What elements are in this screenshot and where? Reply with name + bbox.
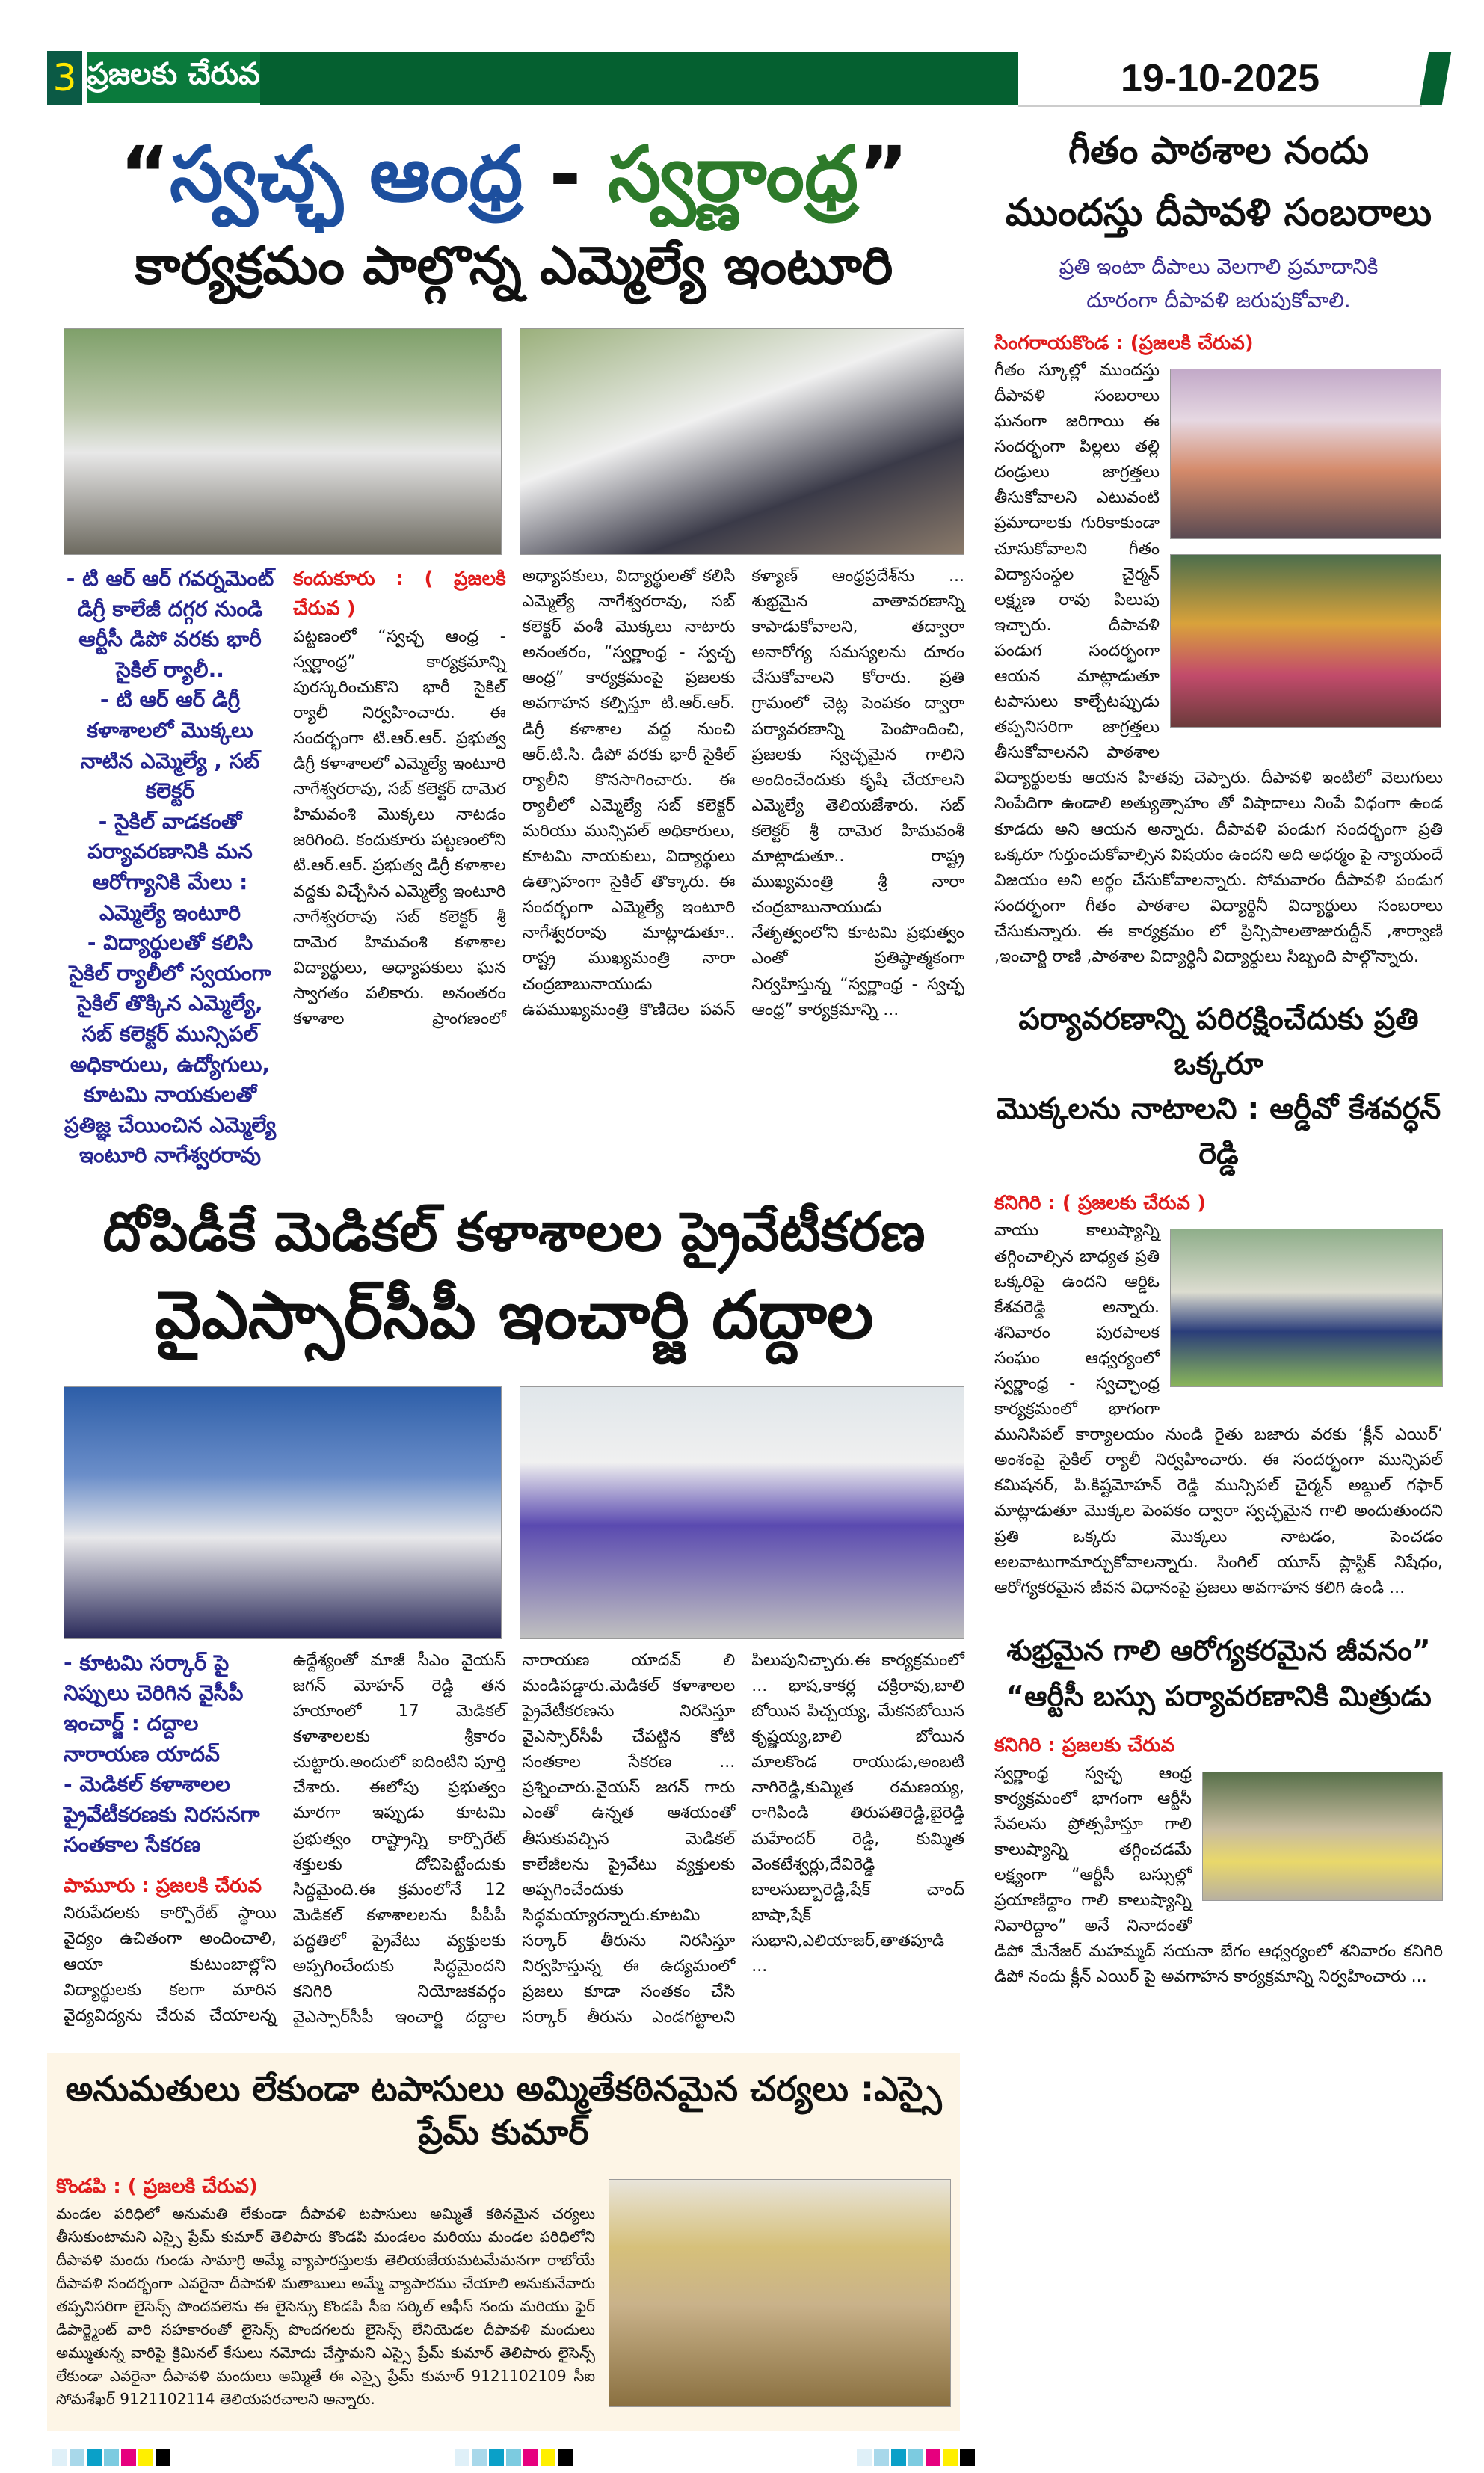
photo-students-teachers (1170, 554, 1441, 728)
page-number: 3 (47, 51, 82, 105)
story1-highlights (64, 564, 277, 1171)
left-section (56, 127, 964, 2431)
story-text: పట్టణంలో “స్వచ్ఛ ఆంధ్ర - స్వర్ణాంధ్ర” కార్యక్రమాన్ని పురస్కరించుకొని భారీ సైకిల్ ర్యాలీ నిర్వహించారు. ఈ సందర్భంగా టి.ఆర్.ఆర్. ప్రభుత్వ డిగ్రీ కళాశాలలో ఎమ్మెల్యే ఇంటూరి నాగేశ్వరరావు, సబ్ కలెక్టర్ దామెర హిమవంశి మొక్కలు నాటడం జరిగింది. కందుకూరు పట్టణంలోని టి.ఆర్.ఆర్. ప్రభుత్వ డిగ్రీ కళాశాల వద్దకు విచ్చేసిన ఎమ్మెల్యే ఇంటూరి నాగేశ్వరరావు సబ్ కలెక్టర్ శ్రీ దామెర హిమవంశి కళాశాల విద్యార్థులు, అధ్యాపకులు ఘన స్వాగతం పలికారు. అనంతరం కళాశాల ప్రాంగణంలో అధ్యాపకులు, విద్యార్థులతో కలిసి ఎమ్మెల్యే నాగేశ్వరరావు, సబ్ కలెక్టర్ వంశీ మొక్కలు నాటారు అనంతరం, “స్వర్ణాంధ్ర - స్వచ్ఛ ఆంధ్ర” కార్యక్రమంపై ప్రజలకు అవగాహన కల్పిస్తూ టి.ఆర్.ఆర్. డిగ్రీ కళాశాల వద్ద నుంచి ఆర్.టి.సి. డిపో వరకు భారీ సైకిల్ ర్యాలీని కొనసాగించారు. ఈ ర్యాలీలో ఎమ్మెల్యే సబ్ కలెక్టర్ మరియు మున్సిపల్ అధికారులు, కూటమి నాయకులు, విద్యార్థులు ఉత్సాహంగా సైకిల్ తొక్కారు. ఈ సందర్భంగా ఎమ్మెల్యే ఇంటూరి నాగేశ్వరరావు మాట్లాడుతూ.. రాష్ట్ర ముఖ్యమంత్రి నారా చంద్రబాబునాయుడు ఉపముఖ్యమంత్రి కొణిదెల పవన్ కళ్యాణ్ ఆంధ్రప్రదేశ్‌ను ... శుభ్రమైన వాతావరణాన్ని కాపాడుకోవాలని, తద్వారా అనారోగ్య సమస్యలను దూరం చేసుకోవాలని కోరారు. ప్రతి గ్రామంలో చెట్ల పెంపకం ద్వారా పర్యావరణాన్ని పెంపొందించి, ప్రజలకు స్వచ్ఛమైన గాలిని అందించేందుకు కృషి చేయాలని ఎమ్మెల్యే తెలియజేశారు. సబ్ కలెక్టర్ శ్రీ దామెర హిమవంశీ మాట్లాడుతూ.. రాష్ట్ర ముఖ్యమంత్రి శ్రీ నారా చంద్రబాబునాయుడు నేతృత్వంలోని కూటమి ప్రభుత్వం ఎంతో ప్రతిష్ఠాత్మకంగా నిర్వహిస్తున్న “స్వర్ణాంధ్ర - స్వచ్ఛ ఆంధ్ర” కార్యక్రమాన్ని ... (293, 567, 964, 1028)
photo-ysrcp-signature-drive (64, 1386, 502, 1639)
dateline: కనిగిరి : ప్రజలకు చేరువ (994, 1734, 1175, 1757)
main-subheadline: కార్యక్రమం పాల్గొన్న ఎమ్మెల్యే ఇంటూరి (135, 234, 893, 296)
color-bar (943, 2449, 958, 2466)
issue-date: 19-10-2025 (1018, 52, 1422, 107)
story-text: మండల పరిధిలో అనుమతి లేకుండా దీపావళి టపాసులు అమ్మితే కఠినమైన చర్యలు తీసుకుంటామని ఎస్సై ప్రేమ్ కుమార్ తెలిపారు కొండపి మండలం మరియు మండల పరిధిలోని దీపావళి మందు గుండు సామాగ్రి అమ్మే వ్యాపారస్తులకు తెలియజేయమటమేమనగా రాబోయే దీపావళి సందర్భంగా ఎవరైనా దీపావళి మతాబులు అమ్మే వ్యాపారము చేయాలి అనుకునేవారు తప్పనిసరిగా లైసెన్స్ పొందవలెను ఈ లైసెన్సు కొండపి సీఐ సర్కిల్ ఆఫీస్ నందు మరియు ఫైర్ డిపార్ట్మెంట్ వారి సహకారంతో లైసెన్స్ పొందగలరు లైసెన్స్ లేనియెడల దీపావళి మందులు అమ్ముతున్న వారిపై క్రిమినల్ కేసులు నమోదు చేస్తామని ఎస్సై ప్రేమ్ కుమార్ తెలిపారు లైసెన్స్ లేకుండా ఎవరైనా దీపావళి మందులు అమ్మితే ఈ ఎస్సై ప్రేమ్ కుమార్ 9121102109 సీఐ సోమశేఖర్ 9121102114 తెలియపరచాలని అన్నారు. (56, 2204, 595, 2408)
rtc-headline (994, 1628, 1443, 1719)
medical-headline: దోపిడీకే మెడికల్ కళాశాలల ప్రైవేటీకరణ (102, 1199, 926, 1263)
color-bar (891, 2449, 906, 2466)
headline-part-swarna: స్వర్ణాంధ్ర (607, 130, 859, 219)
dateline: కందుకూరు : ( ప్రజలకి చేరువ ) (293, 568, 506, 621)
right-section (994, 127, 1443, 1991)
headline-line: గీతం పాఠశాల నందు (1068, 129, 1369, 172)
photo-cycle-rally (64, 328, 502, 555)
photo-mla-rally (520, 328, 964, 555)
color-bar (857, 2449, 872, 2466)
dateline: కనిగిరి : ( ప్రజలకు చేరువ ) (994, 1192, 1206, 1215)
story1-content (64, 564, 964, 1171)
color-bar (523, 2449, 538, 2466)
color-bar (104, 2449, 119, 2466)
photo-si-prem-kumar (609, 2179, 951, 2407)
color-bar (156, 2449, 170, 2466)
fireworks-headline: అనుమతులు లేకుండా టపాసులు అమ్మితేకఠినమైన చర్యలు :ఎస్సై ప్రేమ్ కుమార్ (65, 2068, 942, 2152)
color-bar (121, 2449, 136, 2466)
color-bar (70, 2449, 84, 2466)
highlight: - విద్యార్థులతో కలిసి సైకిల్ ర్యాలీలో స్వయంగా సైకిల్ తొక్కిన ఎమ్మెల్యే, సబ్ కలెక్టర్ మున్సిపల్ అధికారులు, ఉద్యోగులు, కూటమి నాయకులతో ప్రతిజ్ఞ చేయించిన ఎమ్మెల్యే ఇంటూరి నాగేశ్వరరావు (64, 930, 277, 1168)
headline-line: ముందస్తు దీపావళి సంబరాలు (1005, 190, 1432, 234)
color-bar (541, 2449, 555, 2466)
photo-signature-collection (520, 1386, 964, 1639)
highlight: - టి ఆర్ ఆర్ డిగ్రీ కళాశాలలో మొక్కలు నాటిన ఎమ్మెల్యే , సబ్ కలెక్టర్ (80, 687, 260, 804)
color-bar (52, 2449, 67, 2466)
headline-dash: - (523, 130, 608, 219)
rtc-photos (1202, 1772, 1443, 1916)
color-bar-group (455, 2449, 573, 2466)
color-bar (926, 2449, 940, 2466)
highlight: - మెడికల్ కళాశాలల ప్రైవేటీకరణకు నిరసనగా సంతకాల సేకరణ (64, 1772, 260, 1858)
color-bar (908, 2449, 923, 2466)
color-bar (455, 2449, 469, 2466)
medical-story (64, 1648, 964, 2030)
dateline: కొండపి : ( ప్రజలకి చేరువ) (56, 2175, 258, 2199)
color-bar (472, 2449, 487, 2466)
color-bar (874, 2449, 889, 2466)
subheadline-line: ప్రతి ఇంటా దీపాలు వెలగాలి ప్రమాదానికి (1059, 254, 1379, 279)
color-bar (960, 2449, 975, 2466)
header-stripe (1420, 52, 1451, 105)
header-band (260, 52, 1030, 105)
story1-photos (64, 328, 964, 555)
story1-body (293, 564, 964, 1171)
color-bar (87, 2449, 102, 2466)
geetham-headline (994, 127, 1443, 236)
fireworks-story-box (47, 2053, 960, 2431)
story-text: గీతం స్కూల్లో ముందస్తు దీపావళి సంబరాలు ఘనంగా జరిగాయి ఈ సందర్భంగా పిల్లలు తల్లి దండ్రులు జాగ్రత్తలు తీసుకోవాలని ఎటువంటి ప్రమాదాలకు గురికాకుండా చూసుకోవాలని గీతం విద్యాసంస్థల చైర్మన్ లక్ష్మణ రావు పిలుపు ఇచ్చారు. దీపావళి పండుగ సందర్భంగా ఆయన మాట్లాడుతూ టపాసులు కాల్చేటప్పుడు తప్పనిసరిగా జాగ్రత్తలు తీసుకోవాలనని పాఠశాల విద్యార్థులకు ఆయన హితవు చెప్పారు. దీపావళి ఇంటిలో వెలుగులు నింపేదిగా ఉండాలి అత్యుత్సాహం తో విషాదాలు నింపే విధంగా ఉండ కూడదు అని ఆయన అన్నారు. దీపావళి పండుగ సందర్భంగా ప్రతి ఒక్కరూ గుర్తుంచుకోవాల్సిన విషయం ఉందని అది అధర్మం పై న్యాయందే విజయం అని అర్థం చేసుకోవాలన్నారు. సోమవారం దీపావళి పండుగ సందర్భంగా గీతం పాఠశాల విద్యార్థినీ విద్యార్థులు సంబరాలు చేసుకున్నారు. ఈ కార్యక్రమం లో ప్రిన్సిపాలతాజురుద్దీన్ ,శార్వాణి ,ఇంచార్జి రాణి ,పాఠశాల విద్యార్థినీ విద్యార్థులు సిబ్బంది పాల్గొన్నారు. (994, 360, 1443, 967)
masthead (0, 0, 1484, 105)
quote-close: ” (858, 130, 909, 219)
color-bar-group (857, 2449, 975, 2466)
rdo-photos (1170, 1229, 1443, 1402)
photo-flag-off-rally (1170, 1229, 1443, 1387)
page-body (0, 105, 1484, 2431)
story5-photos (64, 1386, 964, 1639)
color-bar-group (52, 2449, 170, 2466)
rdo-headline (994, 997, 1443, 1176)
color-bar (138, 2449, 153, 2466)
photo-rtc-awareness (1202, 1772, 1443, 1901)
registration-marks (52, 2449, 1484, 2466)
geetham-story (994, 328, 1443, 971)
dateline: పామూరు : ప్రజలకి చేరువ (64, 1875, 262, 1898)
color-bar (506, 2449, 521, 2466)
headline-line: పర్యావరణాన్ని పరిరక్షించేదుకు ప్రతి ఒక్కరూ (1018, 1002, 1419, 1082)
newspaper-logo: ప్రజలకు చేరువ (87, 52, 260, 103)
main-headline (64, 127, 964, 223)
color-bar (489, 2449, 504, 2466)
headline-line: శుభ్రమైన గాలి ఆరోగ్యకరమైన జీవనం” (1006, 1633, 1431, 1667)
headline-line: “ఆర్టీసీ బస్సు పర్యావరణానికి మిత్రుడు (1006, 1679, 1432, 1712)
dateline: సింగరాయకొండ : (ప్రజలకి చేరువ) (994, 331, 1254, 354)
photo-diwali-celebration (1170, 369, 1441, 539)
headline-part-swachh: స్వచ్ఛ ఆంధ్ర (169, 130, 523, 219)
rdo-story (994, 1188, 1443, 1601)
rtc-story (994, 1730, 1443, 1990)
quote-open: “ (119, 130, 170, 219)
geetham-photos (1170, 369, 1443, 743)
story-text: నిరుపేదలకు కార్పొరేట్ స్థాయి వైద్యం ఉచితంగా అందించాలి, ఆయా కుటుంబాల్లోని విద్యార్థులకు కలగా మారిన వైద్యవిద్యను చేరువ చేయాలన్న ఉద్దేశ్యంతో మాజీ సీఎం వైయస్ జగన్ మోహన్ రెడ్డి తన హయాంలో 17 మెడికల్ కళాశాలలకు శ్రీకారం చుట్టారు.అందులో ఐదింటిని పూర్తి చేశారు. ఈలోపు ప్రభుత్వం మారగా ఇప్పుడు కూటమి ప్రభుత్వం రాష్ట్రాన్ని కార్పొరేట్ శక్తులకు దోచిపెట్టేందుకు సిద్ధమైంది.ఈ క్రమంలోనే 12 మెడికల్ కళాశాలలను పీపీపీ పద్ధతిలో ప్రైవేటు వ్యక్తులకు అప్పగించేందుకు సిద్ధమైందని కనిగిరి నియోజకవర్గం వైఎస్సార్‌సీపీ ఇంచార్జి దద్దాల నారాయణ యాదవ్ లి మండిపడ్డారు.మెడికల్ కళాశాలల ప్రైవేటీకరణను నిరసిస్తూ వైఎస్సార్‌సీపీ చేపట్టిన కోటి సంతకాల సేకరణ ... ప్రశ్నించారు.వైయస్ జగన్ గారు ఎంతో ఉన్నత ఆశయంతో తీసుకువచ్చిన మెడికల్ కాలేజీలను ప్రైవేటు వ్యక్తులకు అప్పగించేందుకు సిద్ధమయ్యారన్నారు.కూటమి సర్కార్ తీరును నిరసిస్తూ నిర్వహిస్తున్న ఈ ఉద్యమంలో ప్రజలు కూడా సంతకం చేసి సర్కార్ తీరును ఎండగట్టాలని పిలుపునిచ్చారు.ఈ కార్యక్రమంలో ... భాష,కాకర్ల చక్రిరావు,బాలి బోయిన పిచ్చయ్య, మేకనబోయిన కృష్ణయ్య,బాలి బోయిన మాలకొండ రాయుడు,అంబటి నాగిరెడ్డి,కుమ్మిత రమణయ్య, రాగిపిండి తిరుపతిరెడ్డి,బైరెడ్డి మహేందర్ రెడ్డి, కుమ్మిత వెంకటేశ్వర్లు,దేవిరెడ్డి బాలసుబ్బారెడ్డి,షేక్ చాంద్ బాషా,షేక్ సుభాని,ఎలియాజర్,తాతపూడి ... (64, 1650, 964, 2027)
story-text: స్వర్ణాంధ్ర స్వచ్ఛ ఆంధ్ర కార్యక్రమంలో భాగంగా ఆర్టీసీ సేవలను ప్రోత్సహిస్తూ గాలి కాలుష్యాన్ని తగ్గించడమే లక్ష్యంగా “ఆర్టీసీ బస్సుల్లో ప్రయాణిద్దాం గాలి కాలుష్యాన్ని నివారిద్దాం” అనే నినాదంతో డిపో మేనేజర్ మహమ్మద్ సయనా బేగం ఆధ్వర్యంలో శనివారం కనిగిరి డిపో నందు క్లీన్ ఎయిర్ పై అవగాహన కార్యక్రమాన్ని నిర్వహించారు ... (994, 1763, 1443, 1987)
highlight: - సైకిల్ వాడకంతో పర్యావరణానికి మన ఆరోగ్యానికి మేలు : ఎమ్మెల్యే ఇంటూరి (87, 808, 253, 925)
color-bar (558, 2449, 573, 2466)
geetham-subheadline (994, 251, 1443, 318)
story-text: వాయు కాలుష్యాన్ని తగ్గించాల్సిన బాధ్యత ప్రతి ఒక్కరిపై ఉందని ఆర్డిఓ కేశవరెడ్డి అన్నారు. శనివారం పురపాలక సంఘం ఆధ్వర్యంలో స్వర్ణాంధ్ర - స్వచ్ఛాంధ్ర కార్యక్రమంలో భాగంగా మునిసిపల్ కార్యాలయం నుండి రైతు బజారు వరకు ‘క్లీన్ ఎయిర్’ అంశంపై సైకిల్ ర్యాలీ నిర్వహించారు. ఈ సందర్భంగా మున్సిపల్ కమిషనర్, పి.కిష్టమోహన్ రెడ్డి మున్సిపల్ చైర్మన్ అబ్దుల్ గఫార్ మాట్లాడుతూ మొక్కల పెంపకం ద్వారా స్వచ్ఛమైన గాలి అందుతుందని ప్రతి ఒక్కరు మొక్కలు నాటడం, పెంచడం అలవాటుగామార్చుకోవాలన్నారు. సింగిల్ యూస్ ప్లాస్టిక్ నిషేధం, ఆరోగ్యకరమైన జీవన విధానంపై ప్రజలు అవగాహన కలిగి ఉండి ... (994, 1221, 1443, 1597)
subheadline-line: దూరంగా దీపావళి జరుపుకోవాలి. (1086, 287, 1351, 313)
headline-line: మొక్కలను నాటాలని : ఆర్డీవో కేశవర్ధన్ రెడ్డి (996, 1092, 1441, 1172)
highlight: - టి ఆర్ ఆర్ గవర్నమెంట్ డిగ్రీ కాలేజీ దగ్గర నుండి ఆర్టీసీ డిపో వరకు భారీ సైకిల్ ర్యాలీ.. (66, 566, 274, 682)
medical-subheadline: వైఎస్సార్‌సీపీ ఇంచార్జి దద్దాల (154, 1276, 874, 1354)
highlight: - కూటమి సర్కార్ పై నిప్పులు చెరిగిన వైసీపీ ఇంచార్జ్ : దద్దాల నారాయణ యాదవ్ (64, 1650, 244, 1766)
